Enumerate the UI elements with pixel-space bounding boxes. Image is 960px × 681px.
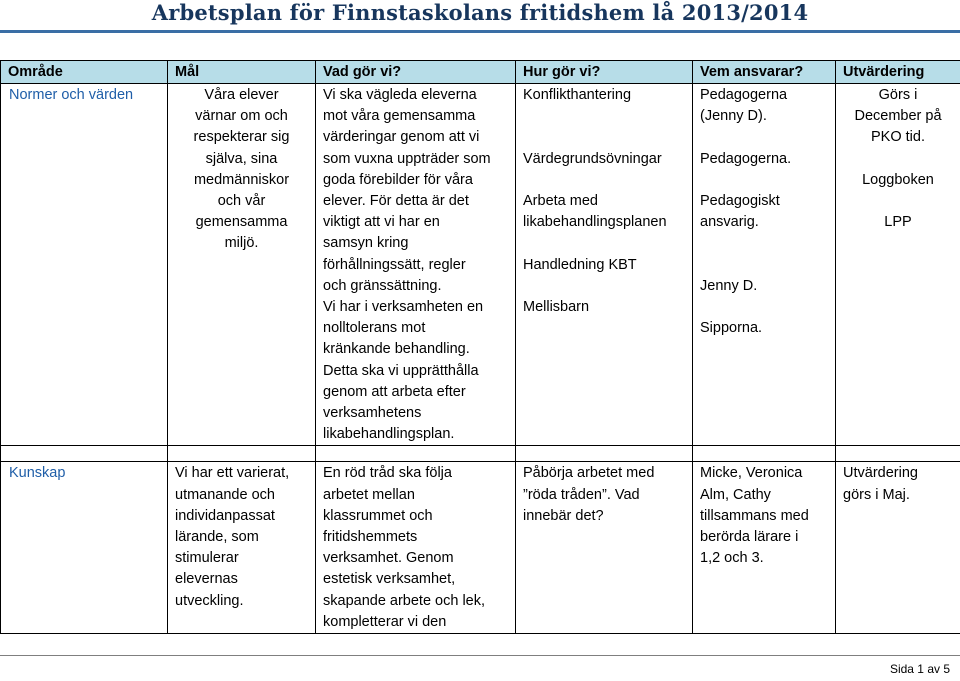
cell-text-line: likabehandlingsplanen (523, 214, 667, 231)
cell-text-line: mot våra gemensamma (323, 108, 476, 125)
blank-line (523, 276, 685, 297)
cell-text-line: ”röda tråden”. Vad (523, 486, 640, 503)
cell-text-line: gemensamma (195, 214, 288, 231)
footer-rule (0, 655, 960, 656)
cell-text-line: Mellisbarn (523, 298, 590, 315)
cell-text-line: värnar om och (195, 108, 288, 125)
cell-text-line: Våra elever (204, 87, 279, 103)
cell-text-line: (Jenny D). (700, 108, 767, 125)
area-cell: Kunskap (1, 462, 168, 634)
cell-text-line: tillsammans med (700, 507, 809, 524)
cell-text-line: och vår (217, 193, 266, 210)
what-cell (316, 462, 516, 634)
header-cell: Hur gör vi? (516, 61, 693, 84)
cell-text-line: LPP (884, 214, 912, 231)
cell-text-line: klassrummet och (323, 507, 433, 524)
cell-text-line: stimulerar (175, 550, 239, 567)
area-cell: Normer och värden (1, 84, 168, 446)
cell-text-line: ansvarig. (700, 214, 759, 231)
cell-text-line: Alm, Cathy (700, 486, 771, 503)
cell-text-line: nolltolerans mot (323, 320, 426, 337)
cell-text-line: värderingar genom att vi (323, 129, 480, 146)
cell-text-line: Handledning KBT (523, 256, 637, 273)
who-cell (693, 84, 836, 446)
cell-text-line: utmanande och (175, 486, 275, 503)
cell-text-line: viktigt att vi har en (323, 214, 440, 231)
cell-text-line: verksamhet. Genom (323, 550, 454, 567)
blank-line (700, 297, 828, 318)
blank-line (700, 127, 828, 148)
cell-text-line: själva, sina (205, 150, 278, 167)
cell-text-line: Påbörja arbetet med (523, 465, 655, 482)
cell-text-line: Vi har i verksamheten en (323, 299, 484, 316)
page-title: Arbetsplan för Finnstaskolans fritidshem lå 2013/2014 (151, 0, 809, 25)
cell-text-line: elever. För detta är det (323, 193, 469, 210)
cell-text-line: goda förebilder för våra (323, 171, 473, 188)
cell-text-line: Utvärdering (843, 465, 918, 482)
blank-line (523, 170, 685, 191)
header-cell: Vad gör vi? (316, 61, 516, 84)
eval-cell (836, 462, 960, 634)
eval-cell (836, 84, 960, 446)
goal-cell (168, 462, 316, 634)
cell-text-line: lärande, som (175, 529, 259, 546)
header-cell: Mål (168, 61, 316, 84)
cell-text-line: Vi har ett varierat, (175, 465, 290, 482)
header-cell: Vem ansvarar? (693, 61, 836, 84)
page-number: Sida 1 av 5 (889, 662, 950, 676)
blank-line (700, 170, 828, 191)
cell-text-line: som vuxna uppträder som (323, 150, 491, 167)
blank-line (523, 233, 685, 254)
blank-line (843, 191, 953, 212)
cell-text-line: respekterar sig (193, 129, 290, 146)
cell-text-line: kränkande behandling. (323, 341, 470, 358)
cell-text-line: estetisk verksamhet, (323, 571, 456, 588)
cell-text-line: Konflikthantering (523, 87, 632, 103)
cell-text-line: Pedagogiskt (700, 192, 780, 209)
cell-text-line: Pedagogerna (700, 87, 788, 103)
table-row (1, 462, 960, 634)
spacer-row (1, 446, 960, 462)
plan-table (0, 60, 960, 634)
cell-text-line: Vi ska vägleda eleverna (323, 87, 477, 103)
cell-text-line: Micke, Veronica (700, 465, 803, 482)
cell-text-line: utveckling. (175, 592, 244, 609)
cell-text-line: individanpassat (175, 507, 275, 524)
cell-text-line: 1,2 och 3. (700, 550, 764, 567)
cell-text-line: förhållningssätt, regler (323, 256, 466, 273)
blank-line (523, 106, 685, 127)
cell-text-line: Görs i (878, 87, 918, 103)
cell-text-line: fritidshemmets (323, 529, 418, 546)
cell-text-line: genom att arbeta efter (323, 383, 466, 400)
cell-text-line: verksamhetens (323, 405, 422, 422)
header-row (1, 61, 960, 84)
blank-line (523, 127, 685, 148)
cell-text-line: Jenny D. (700, 277, 758, 294)
cell-text-line: Sipporna. (700, 320, 763, 337)
cell-text-line: Arbeta med (523, 192, 598, 209)
who-cell (693, 462, 836, 634)
header-cell: Utvärdering (836, 61, 960, 84)
cell-text-line: En röd tråd ska följa (323, 465, 452, 482)
how-cell (516, 462, 693, 634)
what-cell (316, 84, 516, 446)
how-cell (516, 84, 693, 446)
blank-line (700, 255, 828, 276)
cell-text-line: Pedagogerna. (700, 150, 792, 167)
cell-text-line: PKO tid. (871, 129, 925, 146)
cell-text-line: berörda lärare i (700, 529, 799, 546)
cell-text-line: samsyn kring (323, 235, 409, 252)
cell-text-line: innebär det? (523, 507, 604, 524)
cell-text-line: miljö. (224, 235, 259, 252)
blank-line (700, 233, 828, 254)
cell-text-line: Detta ska vi upprätthålla (323, 362, 479, 379)
cell-text-line: och gränssättning. (323, 277, 442, 294)
cell-text-line: Loggboken (862, 171, 934, 188)
cell-text-line: görs i Maj. (843, 486, 910, 503)
header-cell: Område (1, 61, 168, 84)
cell-text-line: skapande arbete och lek, (323, 592, 486, 609)
cell-text-line: elevernas (175, 571, 238, 588)
cell-text-line: kompletterar vi den (323, 613, 447, 630)
cell-text-line: likabehandlingsplan. (323, 426, 455, 443)
goal-cell (168, 84, 316, 446)
blank-line (843, 149, 953, 170)
cell-text-line: Värdegrundsövningar (523, 150, 662, 167)
cell-text-line: December på (854, 108, 942, 125)
table-row (1, 84, 960, 446)
title-rule (0, 30, 960, 33)
cell-text-line: medmänniskor (193, 171, 290, 188)
cell-text-line: arbetet mellan (323, 486, 415, 503)
